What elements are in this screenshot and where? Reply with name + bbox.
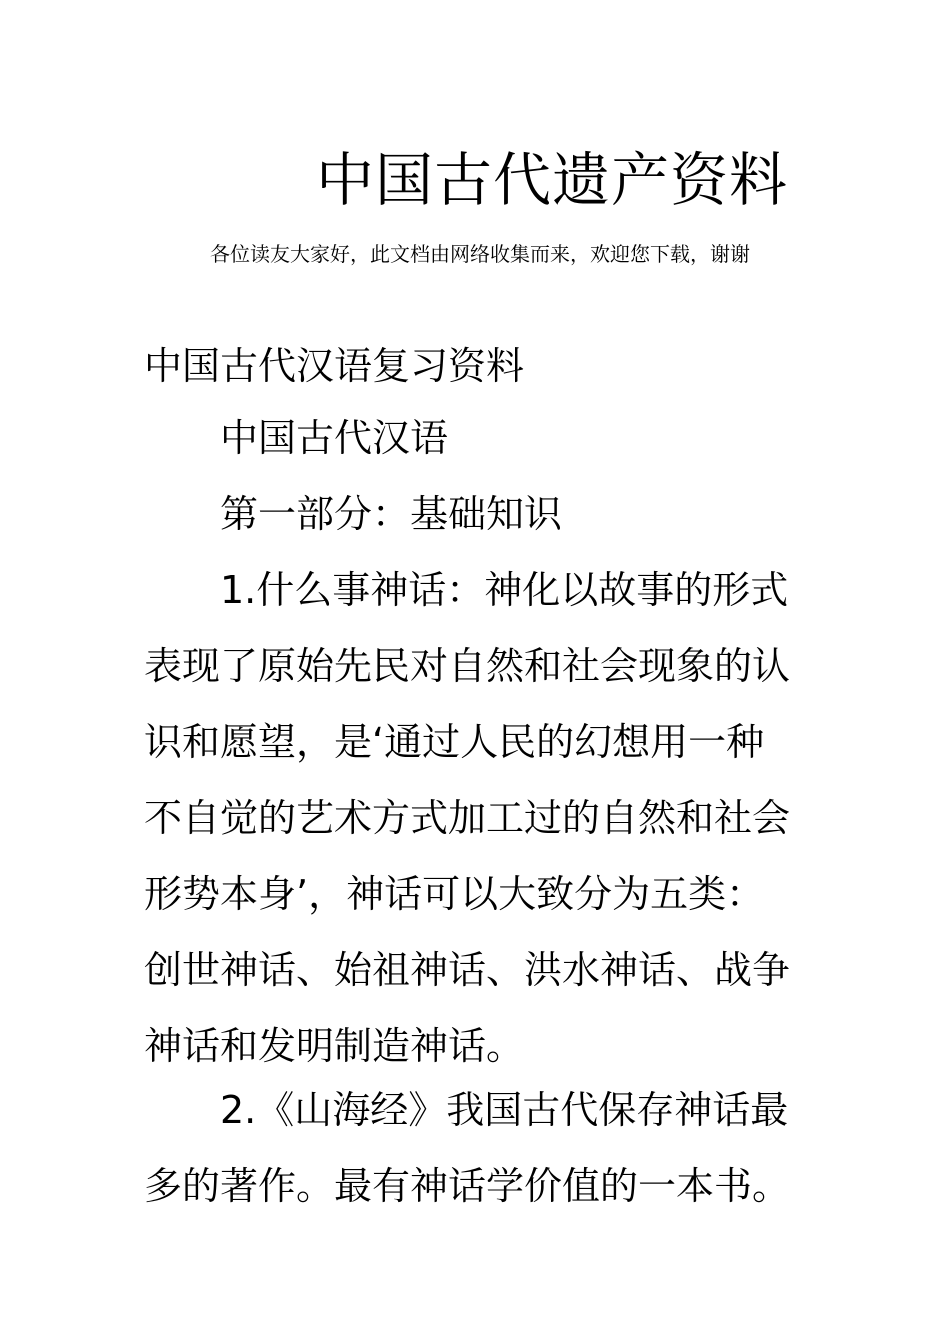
main-heading: 中国古代汉语复习资料 [144, 344, 525, 388]
paragraph-myth-definition: 1.什么事神话：神化以故事的形式表现了原始先民对自然和社会现象的认识和愿望，是‘通过人民的幻想用一种不自觉的艺术方式加工过的自然和社会形势本身’，神话可以大致分为五类：创世神话、始祖神话、洪水神话、战争神话和发明制造神话。 [144, 568, 791, 1068]
sub-heading: 中国古代汉语 [220, 416, 449, 460]
intro-note: 各位读友大家好，此文档由网络收集而来，欢迎您下载，谢谢 [210, 242, 750, 266]
document-title: 中国古代遗产资料 [316, 146, 789, 214]
section-title: 第一部分：基础知识 [220, 492, 563, 536]
paragraph-shanhaijing: 2.《山海经》我国古代保存神话最多的著作。最有神话学价值的一本书。 [144, 1088, 791, 1208]
